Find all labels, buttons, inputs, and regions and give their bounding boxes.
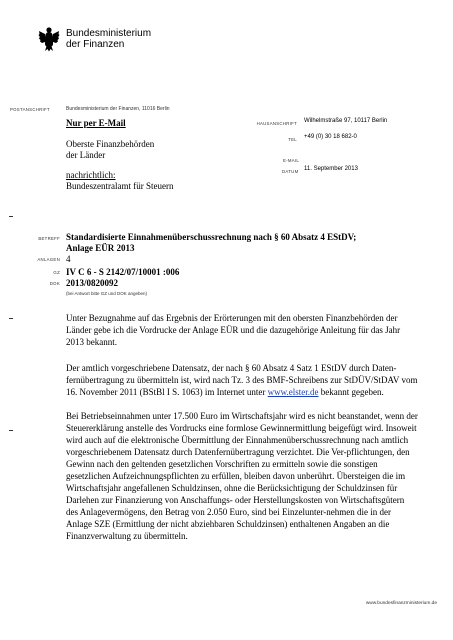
gz-label: GZ [53, 270, 60, 275]
paragraph-1: Unter Bezugnahme auf das Ergebnis der Erörterungen mit den obersten Finanzbehörden der Länder gebe ich die Vordrucke der Anlage EÜR und die dazugehörige Anleitung für das Jahr 2013 bekannt. [66, 313, 401, 347]
ministry-name [66, 28, 151, 50]
fold-mark-2 [9, 318, 13, 319]
paragraph-2-part-2: bekannt gegeben. [318, 387, 384, 397]
postanschrift-label: POSTANSCHRIFT [10, 107, 50, 112]
tel-label: TEL [288, 137, 297, 142]
letter-body [66, 312, 418, 542]
datum-value: 11. September 2013 [304, 166, 358, 172]
recipient-line-1: Oberste Finanzbehörden [66, 139, 155, 149]
gz-value: IV C 6 - S 2142/07/10001 :006 [66, 267, 180, 277]
dok-label: DOK [49, 281, 60, 286]
paragraph-3: Bei Betriebseinnahmen unter 17.500 Euro im Wirtschaftsjahr wird es nicht beanstandet, wenn der Steuererklärung anstelle des Vordrucks eine formlose Gewinnermittlung beigefügt wird. Insoweit wird auch auf die elektronische Übermittlung der Einnahmenüberschussrechnung nach amtlich vorgeschriebenem Datensatz durch Datenfernübertragung verzichtet. Die Ver-pflichtungen, den Gewinn nach den geltenden gesetzlichen Vorschriften zu ermitteln sowie die sonstigen gesetzlichen Aufzeichnungspflichten zu erfüllen, bleiben davon unberührt. Übersteigen die im Wirtschaftsjahr angefallenen Schuldzinsen, ohne die Berücksichtigung der Schuldzinsen für Darlehen zur Finanzierung von Anschaffungs- oder Herstellungskosten von Wirtschaftsgütern des Anlagevermögens, den Betrag von 2.050 Euro, sind bei Einzelunter-nehmen die in der Anlage SZE (Ermittlung der nicht abziehbaren Schuldzinsen) enthaltenen Angaben an die Finanzverwaltung zu übermitteln. [66, 411, 418, 541]
paragraph-2-part-1: Der amtlich vorgeschriebene Datensatz, der nach § 60 Absatz 4 Satz 1 EStDV durch Daten-fernübertragung zu übermitteln ist, wird nach Tz. 3 des BMF-Schreibens zur StDÜV/StDAV vom 16. November 2011 (BStBl I S. 1063) im Internet unter [66, 363, 418, 397]
anlagen-value: 4 [66, 254, 71, 264]
eagle-icon [38, 25, 60, 52]
hausanschrift-label: HAUSANSCHRIFT [256, 121, 297, 126]
reference-note: (bei Antwort bitte GZ und DOK angeben) [66, 291, 148, 296]
postanschrift-text: Bundesministerium der Finanzen, 11016 Berlin [66, 106, 170, 112]
anlagen-label: ANLAGEN [37, 257, 60, 262]
hausanschrift-value: Wilhelmstraße 97, 10117 Berlin [304, 118, 388, 124]
fold-mark-3 [9, 430, 13, 431]
recipient-block [66, 118, 246, 192]
fold-mark-1 [9, 216, 13, 217]
dok-value: 2013/0820092 [66, 278, 119, 288]
elster-link[interactable]: www.elster.de [267, 387, 319, 397]
nur-per-email: Nur per E-Mail [66, 118, 126, 128]
nachrichtlich-label: nachrichtlich: [66, 170, 116, 180]
betreff-line-1: Standardisierte Einnahmenüberschussrechnung nach § 60 Absatz 4 EStDV; [66, 232, 357, 242]
recipient-line-3: Bundeszentralamt für Steuern [66, 181, 174, 191]
ministry-name-line1: Bundesministerium [66, 28, 152, 39]
betreff-text [66, 232, 446, 254]
betreff-label: BETREFF [38, 236, 60, 241]
email-label: E-MAIL [283, 158, 300, 163]
ministry-name-line2: der Finanzen [66, 39, 125, 50]
datum-label: DATUM [282, 169, 299, 174]
tel-value: +49 (0) 30 18 682-0 [304, 134, 357, 140]
betreff-line-2: Anlage EÜR 2013 [66, 243, 135, 253]
footer-website: www.bundesfinanzministerium.de [365, 601, 437, 606]
paragraph-2 [66, 362, 418, 398]
ministry-logo [38, 25, 60, 52]
recipient-line-2: der Länder [66, 150, 106, 160]
